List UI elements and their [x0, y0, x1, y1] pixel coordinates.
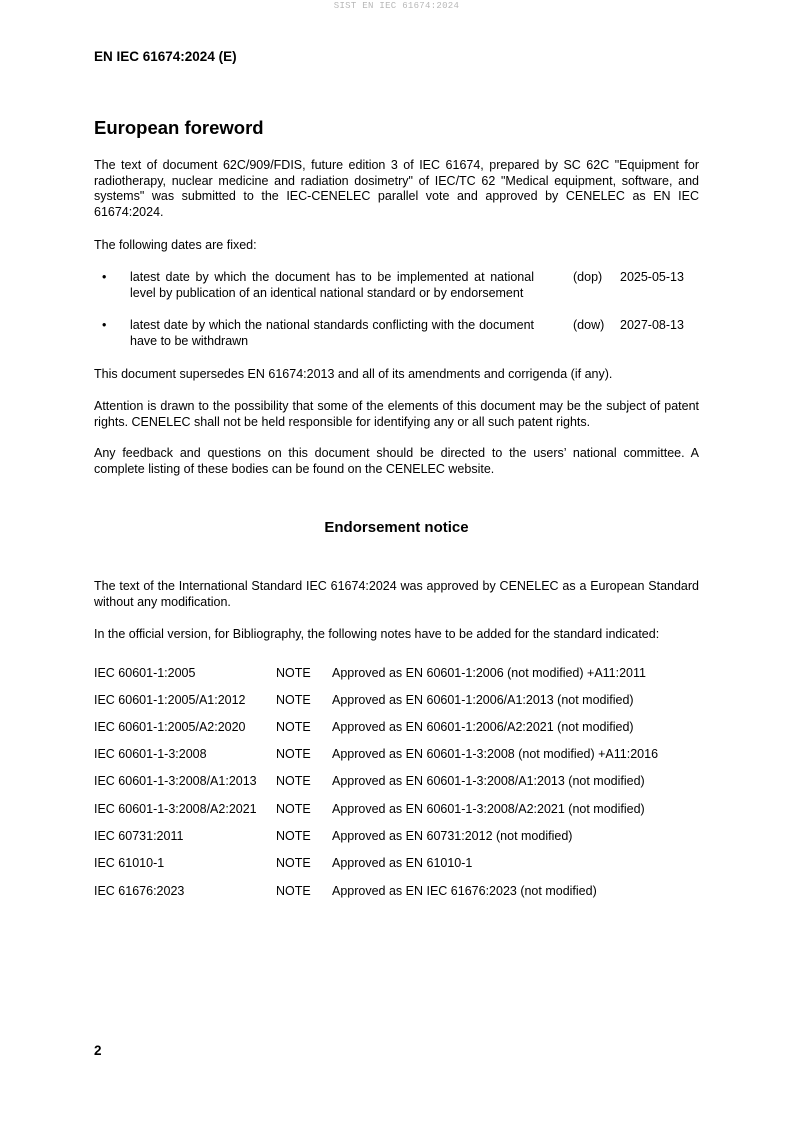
- note-row: [94, 746, 704, 762]
- note-standard: IEC 60601-1-3:2008/A1:2013: [94, 774, 257, 788]
- note-label: NOTE: [276, 747, 311, 761]
- note-text: Approved as EN 60601-1-3:2008/A2:2021 (not modified): [332, 802, 645, 816]
- note-row: [94, 801, 704, 817]
- endorsement-text: The text of the International Standard IEC 61674:2024 was approved by CENELEC as a European Standard without any modification.: [94, 579, 699, 609]
- note-standard: IEC 60601-1-3:2008: [94, 747, 207, 761]
- note-row: [94, 773, 704, 789]
- notes-intro: In the official version, for Bibliography, the following notes have to be added for the standard indicated:: [94, 627, 660, 641]
- note-label: NOTE: [276, 884, 311, 898]
- dates-intro: The following dates are fixed:: [94, 238, 257, 252]
- note-row: [94, 828, 704, 844]
- note-standard: IEC 61676:2023: [94, 884, 185, 898]
- note-row: [94, 665, 704, 681]
- note-standard: IEC 60601-1:2005: [94, 666, 196, 680]
- note-row: [94, 719, 704, 735]
- note-standard: IEC 60601-1:2005/A1:2012: [94, 693, 246, 707]
- note-text: Approved as EN 61010-1: [332, 856, 473, 870]
- note-text: Approved as EN 60601-1:2006 (not modified) +A11:2011: [332, 666, 646, 680]
- note-label: NOTE: [276, 693, 311, 707]
- note-text: Approved as EN 60601-1:2006/A2:2021 (not modified): [332, 720, 634, 734]
- document-id: EN IEC 61674:2024 (E): [94, 49, 237, 64]
- date-item-code: (dow): [573, 318, 605, 332]
- date-item-text: latest date by which the document has to be implemented at national level by publication of an identical national standard or by endorsement: [130, 270, 534, 300]
- note-label: NOTE: [276, 829, 311, 843]
- watermark: SIST EN IEC 61674:2024: [333, 1, 460, 11]
- date-item-text: latest date by which the national standards conflicting with the document have to be withdrawn: [130, 318, 534, 348]
- foreword-intro: The text of document 62C/909/FDIS, future edition 3 of IEC 61674, prepared by SC 62C "Equipment for radiotherapy, nuclear medicine and radiation dosimetry" of IEC/TC 62 "Medical equipment, software, and systems" was submitted to the IEC-CENELEC parallel vote and approved by CENELEC as EN IEC 61674:2024.: [94, 158, 699, 219]
- note-text: Approved as EN 60601-1-3:2008 (not modified) +A11:2016: [332, 747, 659, 761]
- note-text: Approved as EN 60601-1-3:2008/A1:2013 (not modified): [332, 774, 645, 788]
- date-item-code: (dop): [573, 270, 603, 284]
- feedback-paragraph: Any feedback and questions on this document should be directed to the users’ national committee. A complete listing of these bodies can be found on the CENELEC website.: [94, 446, 699, 476]
- note-standard: IEC 60731:2011: [94, 829, 184, 843]
- note-row: [94, 855, 704, 871]
- note-label: NOTE: [276, 666, 311, 680]
- note-text: Approved as EN IEC 61676:2023 (not modified): [332, 884, 597, 898]
- note-label: NOTE: [276, 802, 311, 816]
- date-item-date: 2027-08-13: [620, 318, 684, 332]
- note-label: NOTE: [276, 720, 311, 734]
- date-item-date: 2025-05-13: [620, 270, 684, 284]
- note-standard: IEC 61010-1: [94, 856, 165, 870]
- note-label: NOTE: [276, 774, 311, 788]
- note-text: Approved as EN 60731:2012 (not modified): [332, 829, 573, 843]
- note-row: [94, 883, 704, 899]
- note-standard: IEC 60601-1:2005/A2:2020: [94, 720, 246, 734]
- foreword-title: European foreword: [94, 117, 264, 138]
- bullet-icon: •: [102, 318, 107, 332]
- note-row: [94, 692, 704, 708]
- patent-paragraph: Attention is drawn to the possibility that some of the elements of this document may be the subject of patent rights. CENELEC shall not be held responsible for identifying any or all such patent rights.: [94, 399, 699, 429]
- supersedes-paragraph: This document supersedes EN 61674:2013 and all of its amendments and corrigenda (if any).: [94, 367, 613, 381]
- note-standard: IEC 60601-1-3:2008/A2:2021: [94, 802, 257, 816]
- endorsement-title: Endorsement notice: [324, 519, 469, 536]
- page-number: 2: [94, 1043, 102, 1058]
- note-label: NOTE: [276, 856, 311, 870]
- note-text: Approved as EN 60601-1:2006/A1:2013 (not modified): [332, 693, 634, 707]
- bullet-icon: •: [102, 270, 107, 284]
